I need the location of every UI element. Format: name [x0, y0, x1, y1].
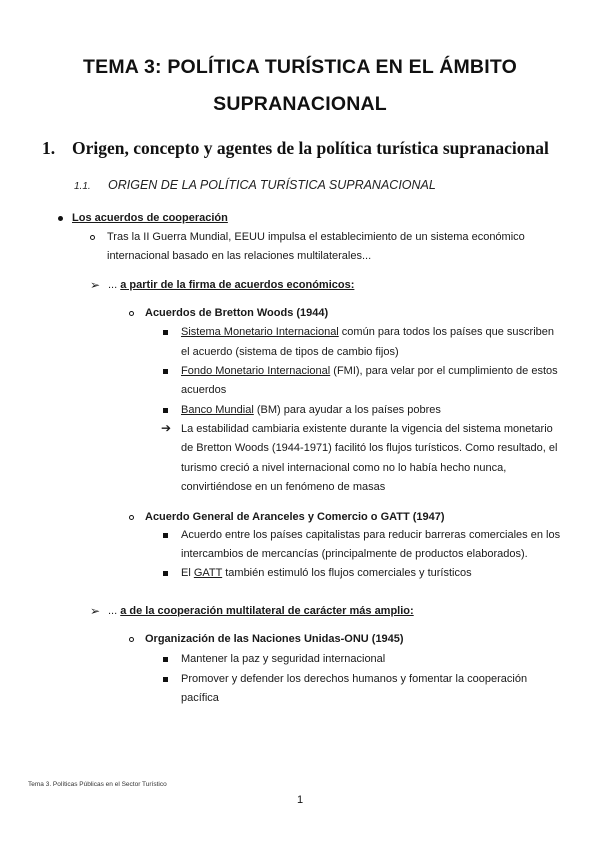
page-number: 1: [296, 794, 304, 806]
arrow1-text: [108, 278, 354, 292]
bullet-square: [163, 369, 168, 374]
bullet-square: [163, 657, 168, 662]
bullet-square: [163, 408, 168, 413]
section-number: 1.: [42, 138, 56, 158]
arrow-bullet-icon: ➢: [90, 604, 101, 618]
arrow-right-icon: ➔: [161, 421, 172, 435]
bullet-circle: [129, 515, 134, 520]
gatt-item2-prefix: El: [181, 567, 194, 579]
onu-item2-line2: pacífica: [181, 692, 219, 704]
bullet-square: [163, 571, 168, 576]
arrow2-heading: a de la cooperación multilateral de carácter más amplio:: [120, 605, 414, 617]
gatt-link[interactable]: GATT: [193, 567, 223, 579]
bm-line: [181, 403, 441, 417]
acuerdos-intro-line2: internacional basado en las relaciones multilaterales...: [107, 250, 372, 262]
bullet-circle: [129, 637, 134, 642]
smi-line1: [181, 325, 554, 339]
arrow-bullet-icon: ➢: [90, 278, 101, 292]
subsection-number: 1.1.: [74, 181, 91, 192]
bullet-square: [163, 533, 168, 538]
bretton-heading: Acuerdos de Bretton Woods (1944): [145, 307, 329, 319]
acuerdos-heading: Los acuerdos de cooperación: [72, 212, 228, 224]
onu-item1: Mantener la paz y seguridad internacional: [181, 653, 386, 665]
subsection-heading: [74, 178, 574, 192]
smi-link[interactable]: Sistema Monetario Internacional: [181, 326, 339, 338]
bullet-square: [163, 330, 168, 335]
arrow1-heading: a partir de la firma de acuerdos económicos:: [120, 279, 355, 291]
subsection-text: ORIGEN DE LA POLÍTICA TURÍSTICA SUPRANACIONAL: [108, 178, 436, 192]
bullet-disc: [58, 216, 63, 221]
bretton-note-line2: de Bretton Woods (1944-1971) facilitó los flujos turísticos. Como resultado, el: [181, 442, 558, 454]
section-text: Origen, concepto y agentes de la política turística supranacional: [72, 138, 549, 158]
fmi-rest: (FMI), para velar por el cumplimiento de estos: [330, 365, 558, 377]
onu-item2-line1: Promover y defender los derechos humanos y fomentar la cooperación: [181, 673, 528, 685]
section-heading: [42, 138, 582, 159]
arrow1-prefix: ...: [108, 279, 121, 291]
bretton-note-line4: convirtiéndose en un fenómeno de masas: [181, 481, 386, 493]
fmi-link[interactable]: Fondo Monetario Internacional: [181, 365, 331, 377]
bm-link[interactable]: Banco Mundial: [181, 404, 254, 416]
gatt-item2: [181, 566, 472, 580]
gatt-item1-line1: Acuerdo entre los países capitalistas para reducir barreras comerciales en los: [181, 529, 561, 541]
gatt-item1-line2: intercambios de mercancías (principalmente de productos elaborados).: [181, 548, 528, 560]
arrow2-text: [108, 604, 414, 618]
smi-line2: el acuerdo (sistema de tipos de cambio fijos): [181, 346, 399, 358]
gatt-item2-rest: también estimuló los flujos comerciales y turísticos: [222, 567, 472, 579]
page-footer: Tema 3. Políticas Públicas en el Sector Turístico: [28, 781, 167, 788]
arrow2-prefix: ...: [108, 605, 121, 617]
bullet-circle: [90, 235, 95, 240]
document-title-line2: SUPRANACIONAL: [213, 93, 387, 115]
document-title-line1: TEMA 3: POLÍTICA TURÍSTICA EN EL ÁMBITO: [83, 56, 517, 78]
bullet-circle: [129, 311, 134, 316]
acuerdos-intro-line1: Tras la II Guerra Mundial, EEUU impulsa el establecimiento de un sistema económico: [107, 231, 525, 243]
bretton-note-line3: turismo creció a nivel internacional como no lo había hecho nunca,: [181, 462, 507, 474]
gatt-heading: Acuerdo General de Aranceles y Comercio o GATT (1947): [145, 511, 445, 523]
bretton-note-line1: La estabilidad cambiaria existente durante la vigencia del sistema monetario: [181, 423, 553, 435]
bullet-square: [163, 677, 168, 682]
fmi-line1: [181, 364, 558, 378]
smi-rest: común para todos los países que suscriben: [338, 326, 554, 338]
onu-heading: Organización de las Naciones Unidas-ONU (1945): [145, 633, 404, 645]
fmi-line2: acuerdos: [181, 384, 227, 396]
bm-rest: (BM) para ayudar a los países pobres: [253, 404, 441, 416]
